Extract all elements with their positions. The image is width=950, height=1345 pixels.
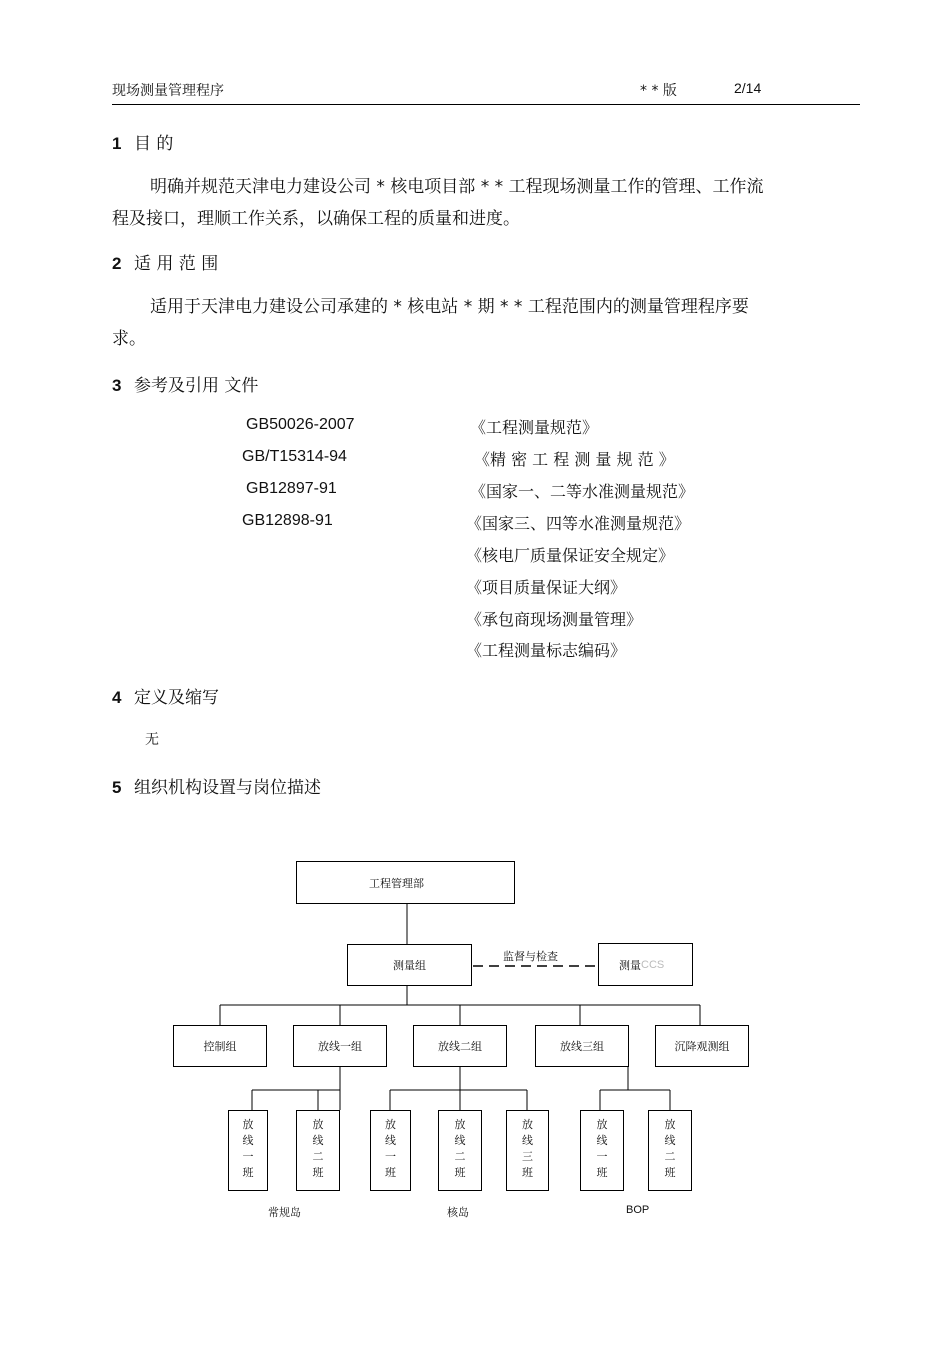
- header-page-number: 2/14: [734, 80, 762, 96]
- section-number: 4: [112, 688, 122, 707]
- reference-name: 《精 密 工 程 测 量 规 范 》: [474, 450, 675, 469]
- section-number: 3: [112, 376, 122, 395]
- section-title: 参考及引用 文件: [134, 376, 259, 396]
- org-node-team: 放 线 一 班: [228, 1110, 268, 1191]
- section-1-paragraph-line-1: 明确并规范天津电力建设公司 * 核电项目部 * * 工程现场测量工作的管理、工作流: [150, 177, 764, 197]
- org-node-team: 放 线 二 班: [648, 1110, 692, 1191]
- org-node-layout-group-2: 放线二组: [413, 1025, 507, 1067]
- reference-code: GB/T15314-94: [242, 448, 347, 465]
- external-survey-faded-label: CCS: [641, 958, 665, 971]
- reference-name: 《工程测量标志编码》: [466, 641, 627, 660]
- org-node-team: 放 线 二 班: [438, 1110, 482, 1191]
- org-node-survey-group: 测量组: [347, 944, 472, 986]
- reference-name: 《项目质量保证大纲》: [466, 578, 627, 597]
- section-title: 适 用 范 围: [134, 254, 219, 274]
- org-node-engineering-dept: 工程管理部: [296, 861, 515, 904]
- reference-code: GB12898-91: [242, 512, 333, 529]
- org-node-layout-group-3: 放线三组: [535, 1025, 629, 1067]
- org-node-team: 放 线 二 班: [296, 1110, 340, 1191]
- org-node-external-survey: [598, 943, 693, 986]
- org-node-layout-group-1: 放线一组: [293, 1025, 387, 1067]
- section-number: 2: [112, 254, 122, 273]
- area-label-nuclear-island: 核岛: [447, 1206, 469, 1219]
- area-label-conventional-island: 常规岛: [268, 1206, 301, 1219]
- org-node-team: 放 线 一 班: [370, 1110, 411, 1191]
- section-title: 组织机构设置与岗位描述: [134, 778, 321, 798]
- reference-name: 《国家一、二等水准测量规范》: [470, 482, 695, 501]
- org-node-team: 放 线 一 班: [580, 1110, 624, 1191]
- org-node-settlement-group: 沉降观测组: [655, 1025, 749, 1067]
- section-number: 5: [112, 778, 122, 797]
- section-2-paragraph-line-2: 求。: [112, 329, 146, 349]
- supervision-label: 监督与检查: [503, 950, 558, 963]
- header-version: * * 版: [640, 83, 677, 99]
- reference-name: 《核电厂质量保证安全规定》: [466, 546, 675, 565]
- header-title: 现场测量管理程序: [112, 83, 224, 99]
- reference-name: 《工程测量规范》: [470, 418, 599, 437]
- section-4-body: 无: [145, 732, 159, 748]
- external-survey-label: 测量: [619, 958, 641, 972]
- reference-code: GB12897-91: [246, 480, 337, 497]
- section-title: 目 的: [134, 134, 174, 154]
- area-label-bop: BOP: [626, 1204, 650, 1216]
- reference-code: GB50026-2007: [246, 416, 355, 433]
- section-title: 定义及缩写: [134, 688, 219, 708]
- org-node-control-group: 控制组: [173, 1025, 267, 1067]
- section-2-paragraph-line-1: 适用于天津电力建设公司承建的 * 核电站 * 期 * * 工程范围内的测量管理程序要: [150, 297, 749, 317]
- org-node-team: 放 线 三 班: [506, 1110, 549, 1191]
- section-number: 1: [112, 134, 122, 153]
- section-1-paragraph-line-2: 程及接口，理顺工作关系，以确保工程的质量和进度。: [112, 209, 520, 229]
- reference-name: 《承包商现场测量管理》: [466, 610, 643, 629]
- reference-name: 《国家三、四等水准测量规范》: [466, 514, 691, 533]
